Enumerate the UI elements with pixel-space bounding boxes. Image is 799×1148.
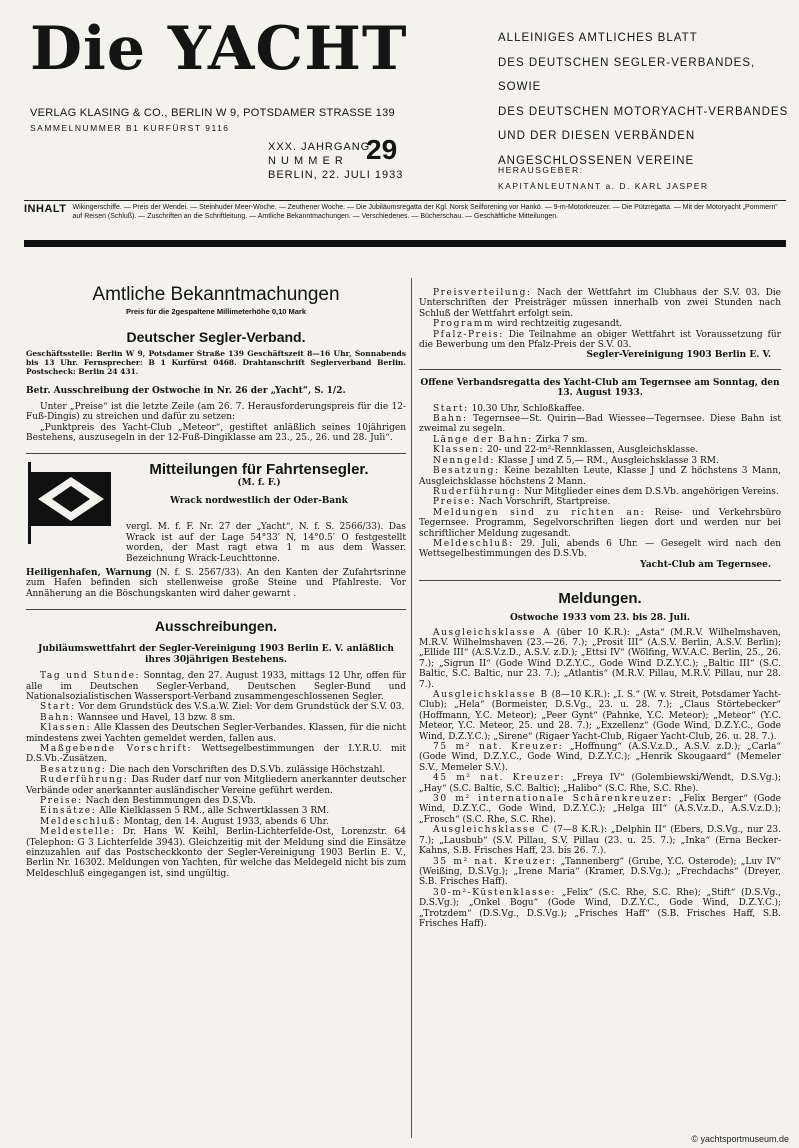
signature: Segler-Vereinigung 1903 Berlin E. V.: [586, 350, 771, 361]
issue-date: BERLIN, 22. JULI 1933: [268, 169, 404, 181]
detail-paragraph: [26, 806, 406, 816]
editor-block: [498, 162, 709, 194]
detail-paragraph: [26, 765, 406, 775]
betr-paragraph: Unter „Preise“ ist die letzte Zeile (am 26. 7. Herausforderungspreis für die 12-Fuß-Dingis) zu streichen und dafür zu setzen:: [26, 401, 406, 423]
detail-text: Das Ruder darf nur von Mitgliedern anerkannter deutscher Verbände oder anerkannter ausländischer Vereine geführt werden.: [26, 775, 406, 796]
phone-line: SAMMELNUMMER B1 KURFÜRST 9116: [30, 123, 230, 133]
detail-key: Pfalz-Preis:: [433, 329, 504, 340]
contents-text: Wikingerschiffe. — Preis der Wendei. — Steinhuder Meer-Woche. — Zeuthener Woche. — Die Jubiläumsregatta der Kgl. Norsk Seilforening vor Hankö. — 9-m-Motorkreuzer. — Die Pützregatta. — Mit der Motoryacht „Pommern“ auf Reisen (Schluß). — Zuschriften an die Schriftleitung. — Amtliche Bekanntmachungen. — Verschiedenes. — Bücherschau. — Geschäftliche Mitteilungen.: [72, 204, 778, 220]
heiligenhafen-paragraph: [26, 568, 406, 599]
detail-text: Klasse J und Z 5,— RM., Ausgleichsklasse 3 RM.: [494, 455, 719, 466]
detail-key: Einsätze:: [40, 806, 97, 817]
flag-icon: [26, 462, 112, 544]
detail-paragraph: [26, 702, 406, 712]
detail-paragraph: [26, 775, 406, 796]
detail-paragraph: [419, 330, 781, 351]
detail-key: Maßgebende Vorschrift:: [40, 743, 193, 754]
detail-paragraph: [419, 456, 781, 466]
signature: Yacht-Club am Tegernsee.: [640, 559, 771, 570]
detail-key: Klassen:: [433, 445, 485, 456]
contents-label: INHALT: [24, 203, 67, 215]
detail-paragraph: [419, 487, 781, 497]
detail-key: Preise:: [433, 497, 476, 508]
entry-paragraph: [419, 825, 781, 856]
ostwoche-heading: Ostwoche 1933 vom 23. bis 28. Juli.: [509, 613, 691, 624]
entry-class: 35 m² nat. Kreuzer:: [433, 856, 557, 867]
detail-key: Meldungen sind zu richten an:: [433, 507, 646, 518]
detail-text: Keine bezahlten Leute, Klasse J und Z höchstens 3 Mann, Ausgleichsklasse höchstens 2 Mann.: [419, 466, 781, 487]
detail-text: Zirka 7 sm.: [532, 434, 588, 445]
detail-paragraph: [26, 827, 406, 879]
detail-text: 10.30 Uhr, Schloßkaffee.: [468, 403, 585, 414]
detail-paragraph: [419, 404, 781, 414]
detail-text: 29. Juli, abends 6 Uhr. — Gesegelt wird nach den Wettsegelbestimmungen des D.S.Vb.: [419, 538, 781, 560]
detail-text: Die nach den Vorschriften des D.S.Vb. zulässige Höchstzahl.: [106, 764, 386, 775]
entry-class: 45 m² nat. Kreuzer:: [433, 773, 566, 784]
detail-paragraph: [419, 435, 781, 445]
detail-paragraph: [26, 723, 406, 744]
heiligenhafen-heading: Heiligenhafen, Warnung: [26, 568, 152, 579]
jubilaeum-heading: Jubiläumswettfahrt der Segler-Vereinigung 1903 Berlin E. V. anläßlich ihres 30jährigen Bestehens.: [38, 644, 394, 665]
issue-number: 29: [366, 134, 398, 165]
detail-key: Preisverteilung:: [433, 288, 532, 298]
entry-text: „Felix“ (S.C. Rhe, S.C. Rhe); „Stift“ (D.S.Vg., D.S.Vg.); „Onkel Bogu“ (Gode Wind, D.Z.Y.C., Gode Wind, D.Z.Y.C.); „Trotzdem“ (D.S.Vg., D.S.Vg.); „Frisches Haff“ (S.B. Frisches Haff, S.B. Frisches Haff).: [419, 887, 781, 929]
detail-text: wird rechtzeitig zugesandt.: [494, 319, 623, 330]
ad-price-note: Preis für die 2gespaltene Millimeterhöhe 0,10 Mark: [125, 307, 307, 316]
jubilaeum-details: [26, 671, 406, 879]
right-column: [419, 288, 781, 929]
editor-label: HERAUSGEBER:: [498, 165, 584, 175]
entry-text: „Freya IV“ (Golembiewski/Wendt, D.S.Vg.); „Hay“ (S.C. Baltic, S.C. Baltic); „Halibo“ (S.C. Rhe, S.C. Rhe).: [419, 773, 781, 794]
detail-text: Alle Klassen des Deutschen Segler-Verbandes. Klassen, für die nicht mindestens zwei Yachten gemeldet werden, fallen aus.: [26, 723, 406, 744]
detail-key: Meldestelle:: [40, 827, 116, 838]
detail-text: Nach der Wettfahrt im Clubhaus der S.V. 03. Die Unterschriften der Preisträger müssen innerhalb von zwei Stunden nach Schluß der Wettfahrt erfolgt sein.: [419, 288, 781, 319]
entry-class: Ausgleichsklasse B: [433, 690, 549, 700]
official-line: ANGESCHLOSSENEN VEREINE: [498, 154, 695, 167]
entry-paragraph: [419, 690, 781, 742]
number-label: N U M M E R: [268, 155, 344, 167]
detail-key: Besatzung:: [433, 466, 500, 477]
detail-text: Wannsee und Havel, 13 bzw. 8 sm.: [74, 712, 236, 723]
detail-text: Alle Kielklassen 5 RM., alle Schwertklassen 3 RM.: [96, 806, 330, 817]
left-column: [26, 284, 406, 879]
detail-paragraph: [419, 319, 781, 329]
entry-class: 30 m² internationale Schärenkreuzer:: [433, 794, 673, 805]
column-divider: [411, 278, 412, 1138]
entry-text: (über 10 K.R.): „Asta“ (M.R.V. Wilhelmshaven, M.R.V. Wilhelmshaven (23.—26. 7.); „Prosit III“ (A.S.V. Berlin, A.S.V. Berlin); „Ellide III“ (A.S.V.z.D., A.S.V. z.D.); „Ettsi IV“ (Wölfing, W.V.A.C. Berlin, 25., 26. 7.); „Sigrun II“ (Gode Wind D.Z.Y.C., Gode Wind D.Z.Y.C.); „Baltic III“ (S.C. Baltic, S.C. Baltic, nur 23. 7.); „Atlantis“ (M.R.V. Pillau, M.R.V. Pillau, nur 28. 7.).: [419, 627, 781, 690]
detail-text: Sonntag, den 27. August 1933, mittags 12 Uhr, offen für alle im Deutschen Segler-Verband, Deutschen Segler-Bund und Nationalsozialistischen Wassersport-Verband zusammengeschlossenen Segler.: [26, 671, 406, 702]
detail-paragraph: [419, 508, 781, 539]
entry-class: Ausgleichsklasse A: [433, 627, 552, 638]
detail-key: Ruderführung:: [433, 486, 522, 497]
heiligenhafen-text: (N. f. S. 2567/33). An den Kanten der Zufahrtsrinne zum Hafen befinden sich stellenweise große Steine und Pfahlreste. Vor Annäherung an die Böschungskanten wird daher gewarnt .: [26, 568, 406, 599]
entry-paragraph: [419, 628, 781, 690]
entry-text: „Hoffnung“ (A.S.V.z.D., A.S.V. z.D.); „Carla“ (Gode Wind, D.Z.Y.C., Gode Wind, D.Z.Y.C.); „Henrik Skougaard“ (Memeler S.V., Memeler S.V.).: [419, 742, 781, 773]
detail-key: Preise:: [40, 795, 83, 806]
entry-text: (7—8 K.R.): „Delphin II“ (Ebers, D.S.Vg., nur 23. 7.); „Lausbub“ (S.V. Pillau, S.V. Pillau (23. u. 25. 7.); „Inka“ (Erna Becker-Kahns, S.B. Frisches Haff, 23. bis 26. 7.).: [419, 825, 781, 857]
detail-paragraph: [419, 539, 781, 560]
divider: [24, 200, 786, 201]
detail-text: Tegernsee—St. Quirin—Bad Wiessee—Tegernsee. Diese Bahn ist zweimal zu segeln.: [419, 414, 781, 435]
entry-paragraph: [419, 888, 781, 930]
detail-key: Bahn:: [433, 414, 468, 425]
detail-key: Klassen:: [40, 723, 92, 734]
detail-text: Montag, den 14. August 1933, abends 6 Uhr.: [120, 816, 329, 827]
betr-paragraph: „Punktpreis des Yacht-Club „Meteor“, gestiftet anläßlich seines 10jährigen Bestehens, auszusegeln in der 12-Fuß-Dingiklasse am 23., 25., 26. und 28. Juli“.: [26, 422, 406, 444]
detail-paragraph: [26, 744, 406, 765]
official-line: UND DER DIESEN VERBÄNDEN: [498, 130, 696, 142]
detail-key: Meldeschluß:: [433, 538, 514, 549]
detail-text: Vor dem Grundstück des V.S.a.W. Ziel: Vor dem Grundstück der S.V. 03.: [75, 702, 405, 713]
masthead-title: Die YACHT: [30, 14, 408, 84]
issue-block: [268, 134, 404, 182]
detail-paragraph: [26, 796, 406, 806]
detail-key: Besatzung:: [40, 764, 107, 775]
official-line: DES DEUTSCHEN MOTORYACHT-VERBANDES: [498, 105, 789, 118]
wrack-text: vergl. M. f. F. Nr. 27 der „Yacht“, N. f. S. 2566/33). Das Wrack ist auf der Lage 54°33′ N, 14°0.5′ O festgestellt worden, der Mast ragt etwa 1 m aus dem Wasser. Bezeichnung Wrack-Leuchttonne.: [126, 522, 406, 564]
entry-class: 75 m² nat. Kreuzer:: [433, 742, 564, 753]
entry-class: 30-m²-Küstenklasse:: [433, 887, 557, 898]
detail-paragraph: [419, 497, 781, 507]
entry-text: „Tannenberg“ (Grube, Y.C. Osterode); „Luv IV“ (Weißing, D.S.Vg.); „Irene Maria“ (Kramer, D.S.Vg.); „Frechdachs“ (Dreyer, S.B. Frisches Haff).: [419, 856, 781, 888]
detail-paragraph: [26, 713, 406, 723]
mff-text: [112, 462, 406, 506]
wrack-heading: Wrack nordwestlich der Oder-Bank: [170, 495, 348, 506]
detail-key: Nenngeld:: [433, 455, 495, 466]
detail-paragraph: [419, 466, 781, 487]
publisher-line: VERLAG KLASING & CO., BERLIN W 9, POTSDAMER STRASSE 139: [30, 107, 395, 119]
mff-title: Mitteilungen für Fahrtensegler.: [149, 461, 369, 479]
entry-paragraph: [419, 742, 781, 773]
detail-key: Tag und Stunde:: [40, 671, 141, 682]
official-notice: [498, 26, 799, 173]
detail-key: Ruderführung:: [40, 775, 129, 786]
entry-class: Ausgleichsklasse C: [433, 825, 550, 836]
dsv-title: Deutscher Segler-Verband.: [126, 329, 306, 346]
betr-heading: Betr. Ausschreibung der Ostwoche in Nr. 26 der „Yacht“, S. 1/2.: [26, 386, 346, 397]
section-title-amtliche: Amtliche Bekanntmachungen: [92, 284, 340, 305]
entry-paragraph: [419, 773, 781, 794]
detail-key: Start:: [433, 403, 469, 414]
detail-paragraph: [26, 817, 406, 827]
detail-text: Nach den Bestimmungen des D.S.Vb.: [82, 795, 256, 806]
editor-name: KAPITÄNLEUTNANT a. D. KARL JASPER: [498, 181, 709, 191]
detail-text: Die Teilnahme an obiger Wettfahrt ist Voraussetzung für die Bewerbung um den Pfalz-Preis der S.V. 03.: [419, 329, 781, 351]
entry-paragraph: [419, 794, 781, 825]
detail-text: Dr. Hans W. Keihl, Berlin-Lichterfelde-Ost, Lorenzstr. 64 (Telephon: G 3 Lichterfelde 3943). Gleichzeitig mit der Meldung sind die Einsätze einzuzahlen auf das Postscheckkonto der Segler-Vereinigung 1903 Berlin E. V., Berlin Nr. 16302. Meldungen von Yachten, für welche das Meldegeld nicht bis zum Meldeschluß eingegangen ist, sind ungültig.: [26, 827, 406, 879]
detail-text: Nach Vorschrift, Startpreise.: [475, 497, 611, 508]
section-title-ausschreibungen: Ausschreibungen.: [154, 618, 278, 635]
watermark: © yachtsportmuseum.de: [691, 1134, 789, 1144]
detail-paragraph: [419, 288, 781, 319]
detail-key: Bahn:: [40, 712, 75, 723]
detail-key: Länge der Bahn:: [433, 434, 533, 445]
detail-paragraph: [26, 671, 406, 702]
detail-text: Nur Mitglieder eines dem D.S.Vb. angehörigen Vereins.: [521, 486, 779, 497]
section-title-meldungen: Meldungen.: [558, 590, 642, 608]
detail-text: Reise- und Verkehrsbüro Tegernsee. Programm, Segelvorschriften liegen dort und werden nur bei schriftlicher Meldung zugesandt.: [419, 507, 782, 539]
entry-text: „Felix Berger“ (Gode Wind, D.Z.Y.C., Gode Wind, D.Z.Y.C.); „Helga III“ (A.S.V.z.D., A.S.V.z.D.); „Frosch“ (S.C. Rhe, S.C. Rhe).: [419, 794, 781, 825]
contents-box: [24, 203, 784, 221]
detail-key: Meldeschluß:: [40, 816, 121, 827]
detail-key: Programm: [433, 319, 495, 330]
detail-text: Wettsegelbestimmungen der I.Y.R.U. mit D.S.Vb.-Zusätzen.: [26, 743, 406, 765]
divider-thick: [24, 240, 786, 247]
volume: XXX. JAHRGANG: [268, 141, 371, 153]
entry-paragraph: [419, 857, 781, 888]
mff-subtitle: (M. f. F.): [237, 478, 281, 489]
official-line: DES DEUTSCHEN SEGLER-VERBANDES, SOWIE: [498, 56, 756, 93]
detail-paragraph: [419, 414, 781, 435]
entry-text: (8—10 K.R.): „I. S.“ (W. v. Streit, Potsdamer Yacht-Club); „Hela“ (Bormeister, D.S.Vg., 23. u. 28. 7.); „Claus Störtebecker“ (Hoffmann, Y.C. Meteor); „Peer Gynt“ (Pahnke, Y.C. Meteor); „Meteor“ (Y.C. Meteor, Y.C. Meteor, 25. und 28. 7.); „Exzellenz“ (Gode Wind, D.Z.Y.C., Gode Wind, D.Z.Y.C.); „Sirene“ (Rigaer Yacht-Club, Rigaer Yacht-Club, 26. u. 28. 7.).: [419, 690, 781, 742]
detail-text: 20- und 22-m²-Rennklassen, Ausgleichsklasse.: [484, 445, 699, 456]
tegernsee-heading: Offene Verbandsregatta des Yacht-Club am Tegernsee am Sonntag, den 13. August 1933.: [420, 377, 780, 399]
dsv-info: Geschäftsstelle: Berlin W 9, Potsdamer Straße 139 Geschäftszeit 8—16 Uhr, Sonnabends bis 13 Uhr. Fernsprecher: B 1 Kurfürst 0468. Drahtanschrift Seglerverband Berlin. Postscheck: Berlin 24 431.: [26, 349, 406, 377]
detail-paragraph: [419, 445, 781, 455]
detail-key: Start:: [40, 702, 76, 713]
official-line: ALLEINIGES AMTLICHES BLATT: [498, 32, 698, 44]
